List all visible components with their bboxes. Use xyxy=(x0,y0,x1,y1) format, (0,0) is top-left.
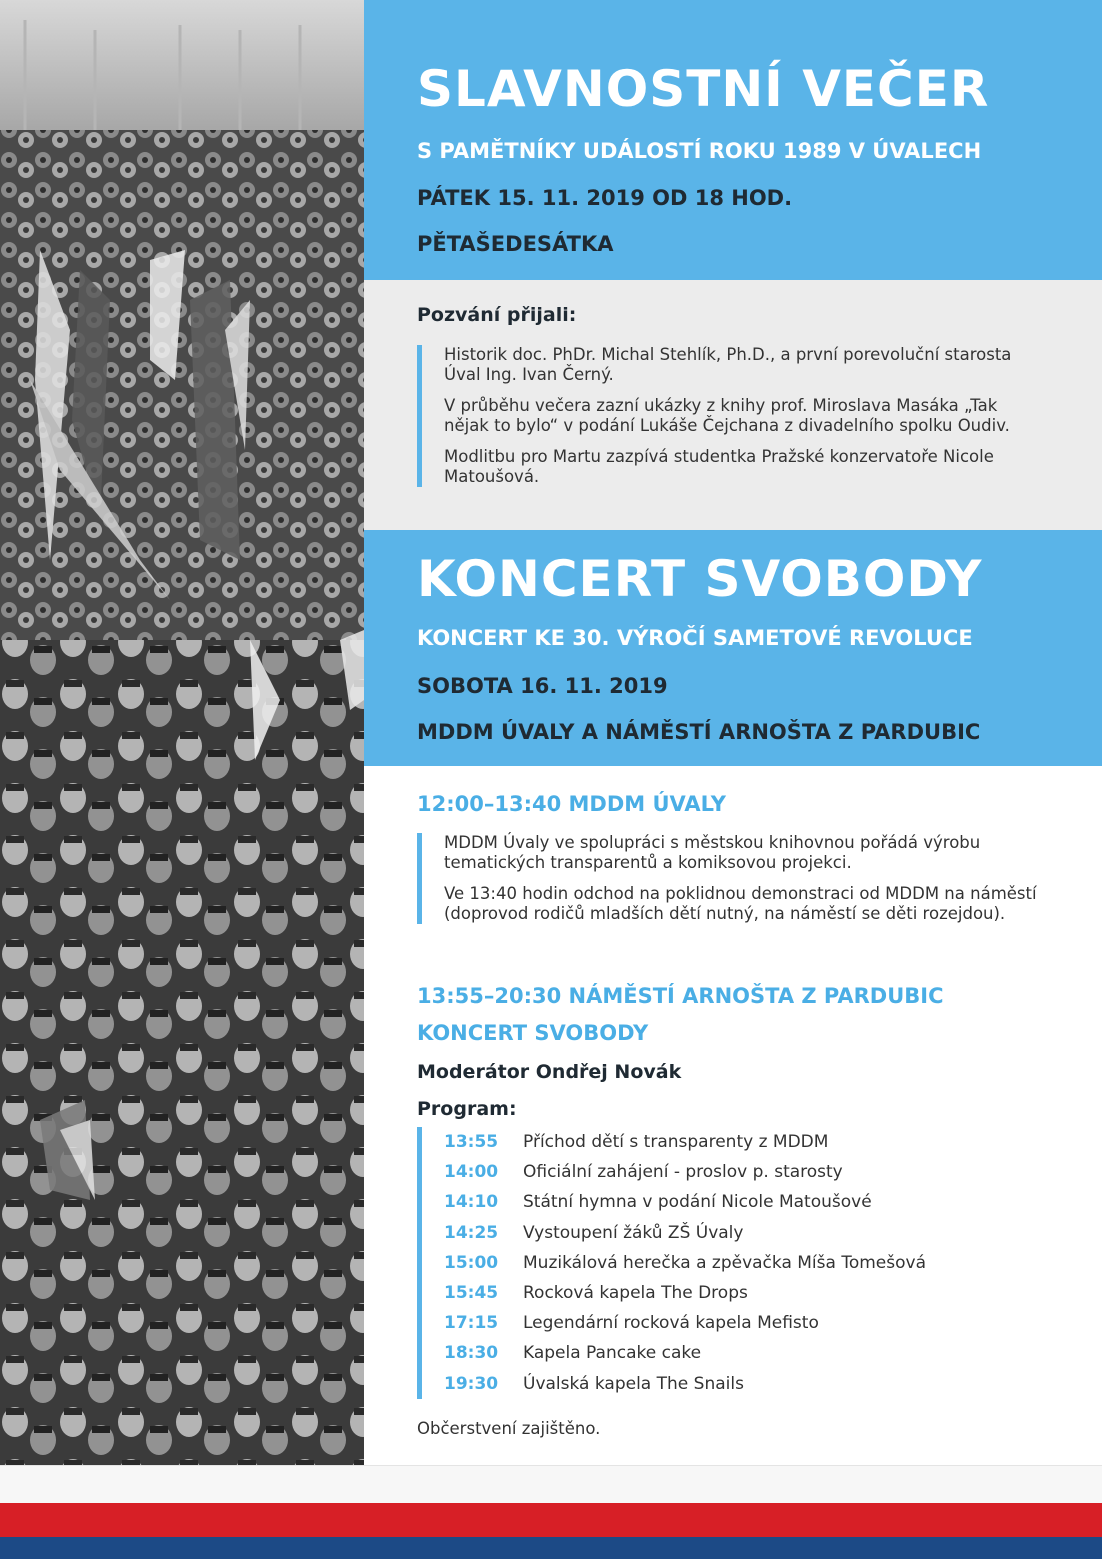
guests-paragraph: V průběhu večera zazní ukázky z knihy prof. Miroslava Masáka „Tak nějak to bylo“ v podání Lukáše Čejchana z divadelního spolku Oudiv. xyxy=(444,396,1010,435)
guests-quote xyxy=(417,345,1044,487)
flag-stripe-red xyxy=(0,1503,1102,1537)
program-list xyxy=(417,1127,926,1399)
moderator-label: Moderátor Ondřej Novák xyxy=(417,1061,682,1083)
program-row xyxy=(444,1157,926,1187)
program-row xyxy=(444,1248,926,1278)
program-text: Muzikálová herečka a zpěvačka Míša Tomešová xyxy=(523,1252,926,1273)
part2-heading: 13:55–20:30 NÁMĚSTÍ ARNOŠTA Z PARDUBIC xyxy=(417,984,944,1008)
program-row xyxy=(444,1127,926,1157)
program-text: Oficiální zahájení - proslov p. starosty xyxy=(523,1162,843,1183)
guests-paragraph: Historik doc. PhDr. Michal Stehlík, Ph.D., a první porevoluční starosta Úval Ing. Ivan Černý. xyxy=(444,345,1012,384)
program-text: Vystoupení žáků ZŠ Úvaly xyxy=(523,1222,744,1243)
program-row xyxy=(444,1187,926,1217)
program-time: 17:15 xyxy=(444,1313,499,1334)
program-time: 14:10 xyxy=(444,1192,499,1213)
program-text: Úvalská kapela The Snails xyxy=(523,1373,744,1394)
event2-title: KONCERT SVOBODY xyxy=(417,550,983,608)
crowd-photo xyxy=(0,0,364,1465)
program-text: Rocková kapela The Drops xyxy=(523,1283,748,1304)
program-text: Legendární rocková kapela Mefisto xyxy=(523,1313,819,1334)
program-row xyxy=(444,1369,926,1399)
event1-title: SLAVNOSTNÍ VEČER xyxy=(417,60,990,118)
refreshments-note: Občerstvení zajištěno. xyxy=(417,1419,601,1438)
guests-label: Pozvání přijali: xyxy=(417,304,577,326)
event2-subtitle: KONCERT KE 30. VÝROČÍ SAMETOVÉ REVOLUCE xyxy=(417,626,973,650)
program-text: Kapela Pancake cake xyxy=(523,1343,702,1364)
event1-date: PÁTEK 15. 11. 2019 OD 18 HOD. xyxy=(417,186,793,210)
guests-paragraph: Modlitbu pro Martu zazpívá studentka Pražské konzervatoře Nicole Matoušová. xyxy=(444,447,994,486)
event1-subtitle: S PAMĚTNÍKY UDÁLOSTÍ ROKU 1989 V ÚVALECH xyxy=(417,139,982,163)
part1-quote xyxy=(417,833,1044,924)
part2-heading2: KONCERT SVOBODY xyxy=(417,1021,649,1045)
event2-date: SOBOTA 16. 11. 2019 xyxy=(417,674,668,698)
program-time: 13:55 xyxy=(444,1132,499,1153)
part1-paragraph: Ve 13:40 hodin odchod na poklidnou demonstraci od MDDM na náměstí (doprovod rodičů mladších dětí nutný, na náměstí se děti rozejdou). xyxy=(444,884,1037,923)
program-time: 14:00 xyxy=(444,1162,499,1183)
program-row xyxy=(444,1338,926,1368)
crowd-photo-illustration xyxy=(0,0,364,1465)
part1-heading: 12:00–13:40 MDDM ÚVALY xyxy=(417,792,726,816)
part1-paragraph: MDDM Úvaly ve spolupráci s městskou knihovnou pořádá výrobu tematických transparentů a komiksovou projekci. xyxy=(444,833,981,872)
program-time: 14:25 xyxy=(444,1222,499,1243)
event2-venue: MDDM ÚVALY A NÁMĚSTÍ ARNOŠTA Z PARDUBIC xyxy=(417,720,981,744)
program-text: Příchod dětí s transparenty z MDDM xyxy=(523,1132,829,1153)
program-time: 15:45 xyxy=(444,1283,499,1304)
program-row xyxy=(444,1278,926,1308)
program-time: 18:30 xyxy=(444,1343,499,1364)
program-time: 19:30 xyxy=(444,1373,499,1394)
program-time: 15:00 xyxy=(444,1252,499,1273)
program-text: Státní hymna v podání Nicole Matoušové xyxy=(523,1192,872,1213)
flag-stripe-white xyxy=(0,1465,1102,1504)
flag-stripe-blue xyxy=(0,1537,1102,1559)
program-label: Program: xyxy=(417,1098,517,1120)
event1-venue: PĚTAŠEDESÁTKA xyxy=(417,232,614,256)
program-row xyxy=(444,1308,926,1338)
program-row xyxy=(444,1218,926,1248)
